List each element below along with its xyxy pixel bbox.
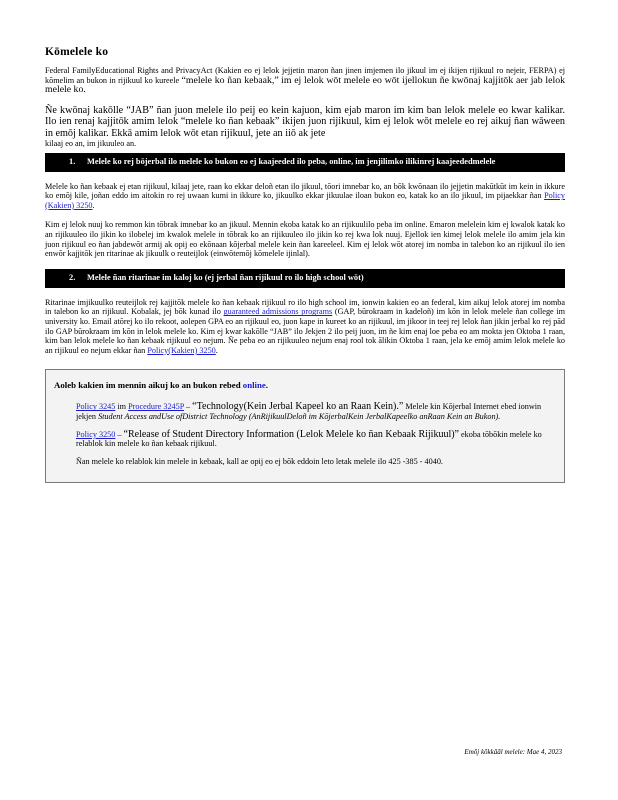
section-2-heading: Melele ñan ritarinae im kaloj ko (ej jerbal ñan rijikuul ro ilo high school wōt) xyxy=(87,272,364,282)
resource-mid: im xyxy=(117,402,127,412)
s2-text-d: Email atōrej ko ilo rekoot, aolepen GPA eo an rijikuul eo, juon kape in kureet ko an rijikuul, im jikoor in teej rej lelok ñan jikin jerbal ko rej pād ilo GAP būrokraam im kōn in lelok melele ko. xyxy=(45,316,566,336)
resource-text: Ñan melele ko relablok kin melele in kebaak, kall ae opij eo ej bōk eddoin leto letak melele ilo 425 -385 - 4040. xyxy=(76,456,443,466)
document-page xyxy=(45,46,565,483)
s1-text-a: Melele ko ñan kebaak ej etan rijikuul, kilaaj jete, raan ko ekkar deloñ etan ilo jikuul, tōori imnebar ko, an bōk kwōnaan ilo jejjetin xyxy=(45,181,474,191)
resources-title-end: . xyxy=(265,380,268,391)
s2-text-a: Ritarinae imjikuulko reuteijlok rej kajjitōk melele ko ñan kebaak rijikuul ro ilo high school im, ionwin kakien eo an federal, kim aikuj lelok atorej im nomba in talebon ko an rijikuul. xyxy=(45,297,565,317)
resources-title xyxy=(54,380,552,390)
revision-footer: Emōj kōkkāāl melele: Mae 4, 2023 xyxy=(464,748,562,756)
section-1-header xyxy=(45,153,565,172)
s2-text-c: (GAP, būrokraam in kadeloñ) im kōn in lelok melele ñan college im university ko. xyxy=(45,307,566,326)
section-2-header xyxy=(45,269,565,288)
s2-end: . xyxy=(215,345,218,355)
resource-dash: – xyxy=(186,402,191,412)
resources-title-online: online xyxy=(242,380,266,391)
section-1-paragraph-2: Kim ej lelok nuuj ko remmon kin tōbrak imnebar ko an jikuul. Mennin ekoba katak ko an rijikuulilo peba im online. Emaron melelein kim ej kwalok katak ko an rijikuuleo ilo jikin ko ilobelej im kwalok melele in tōbrak ko an rijikuuleo ilo jikin ko rej kwa lok nuuj. Ejellok ien kimej lelok melele ilo amim jela kin juon rijikuul eo ñan jabdewōt armij ak opij eo ekōnaan kōjerbal melele kein ñan kareeleel. Kim ej lelok wōt atorej im nomba in talebon ko an rijikuul ilo ien enwōr kajjitōk jen ritarinae ak jikuulk o reuteijlok (einwōtemōj kōmelele ijinlal). xyxy=(45,220,565,259)
intro-p2-b: Ilo ien renaj kajjitōk amim lelok “melele ko ñan kebaak” ikijen juon rijikuul, kim ej lelok wōt melele eo rej aikuj ñan wāween in emōj kalikar. Ekkā amim lelok wōt etan rijikuul, jete an iiō ak jete xyxy=(45,116,565,139)
resource-item-body xyxy=(76,402,552,421)
section-1-paragraph-1 xyxy=(45,182,565,211)
policy-3250-resource-link[interactable]: Policy 3250 xyxy=(76,429,116,439)
resource-item-body xyxy=(76,430,552,449)
intro-quote: “melele ko ñan kebaak,” xyxy=(181,74,279,86)
procedure-3245p-link[interactable]: Procedure 3245P xyxy=(128,402,184,412)
bullet-icon xyxy=(64,457,76,467)
resource-dash: – xyxy=(117,429,122,439)
intro-text-2: im ej lelok wōt melele eo wōt ijellokun ñe kwōnaj kajjitōk aer jab lelok melele ko. xyxy=(45,74,566,96)
section-1-heading: Melele ko rej bōjerbal ilo melele ko bukon eo ej kaajeeded ilo peba, online, im jenjilimko ilikinrej kaajeededmelele xyxy=(87,156,496,166)
gap-programs-link[interactable]: guaranteed admissions programs xyxy=(223,307,333,317)
intro-text: Federal FamilyEducational Rights and PrivacyAct (Kakien eo ej lelok jejjetin maron ñan jinen imjemen ilo jikuul im ej ikijen rijikuul ro nejeir, FERPA) ej kōmelim an bukon in rijikuul ko kureele xyxy=(45,66,565,85)
resource-item-3 xyxy=(54,457,552,467)
resource-italic-text: Student Access andUse ofDistrict Technology (AnRijikuulDeloñ im KōjerbalKein JerbalKapeelko anRaan Kein an Bukon). xyxy=(98,411,501,421)
bullet-icon xyxy=(64,430,76,449)
intro-p2-a: Ñe kwōnaj kakōlle “JAB” ñan juon melele ilo peij eo kein kajuon, kim ejab maron im kim ban lelok melele eo kwar kalikar. xyxy=(45,104,565,116)
section-2-number: 2. xyxy=(69,272,76,282)
resource-item-2 xyxy=(54,430,552,449)
s1-text-c: im kein in ikkure ko emōj kile, joñan eddo im aitokin ro rej uwaan kumi in ikkure ko, jikuulko ekkar jikuulae iloan bukon eo, katak ko an ilo jikuul, im pijaekkar ñan xyxy=(45,181,565,201)
intro-paragraph-1 xyxy=(45,66,565,95)
s2-text-e: Kim ej kwar kakōlle “JAB” ilo Jekjen 2 ilo peij juon, im ñe kim enaj loe peba eo am mokta jen Oktoba 1 raan, kim xyxy=(45,326,566,346)
policy-3245-link[interactable]: Policy 3245 xyxy=(76,402,116,412)
s1-text-b: makūtkūt xyxy=(475,181,507,191)
resources-title-text: Aoleb kakien im mennin aikuj ko an bukon rebed xyxy=(54,380,241,391)
s2-text-f: ban lelok melele ko ñan kebaak rijikuul eo nejum. Ñe peba eo an rijikuuleo nejum enaj rool tok ālikin Oktoba 1 raan, jela ke emōj amim lelok melele ko an rijikuul eo nejum ekkar ñan xyxy=(45,336,566,355)
resource-text: ekoba tōbōkin melele ko relablok kin melele ko ñan kebaak rijikuul. xyxy=(76,429,542,449)
intro-paragraph-2-end: kilaaj eo an, im jikuuleo an. xyxy=(45,139,137,148)
resource-item-body xyxy=(76,457,552,467)
policy-3250-link-2[interactable]: Policy(Kakien) 3250 xyxy=(147,345,216,355)
resource-text: Melele kin Kōjerbal Internet ebed ionwin jekjen xyxy=(76,402,542,421)
section-1-number: 1. xyxy=(69,156,76,166)
page-title: Kōmelele ko xyxy=(45,46,109,58)
resource-item-1 xyxy=(54,402,552,421)
s1-end: . xyxy=(92,200,95,210)
resources-box xyxy=(45,369,565,483)
section-2-paragraph xyxy=(45,298,565,356)
resource-quote: “Release of Student Directory Information (Lelok Melele ko ñan Kebaak Rijikuul)” xyxy=(123,428,459,440)
policy-3250-link[interactable]: Policy (Kakien) 3250 xyxy=(45,191,566,210)
s2-text-b: Kobalak, jej bōk kunad ilo xyxy=(131,307,221,317)
bullet-icon xyxy=(64,402,76,421)
resource-quote: “Technology(Kein Jerbal Kapeel ko an Raan Kein).” xyxy=(192,401,404,413)
intro-paragraph-2 xyxy=(45,105,565,139)
